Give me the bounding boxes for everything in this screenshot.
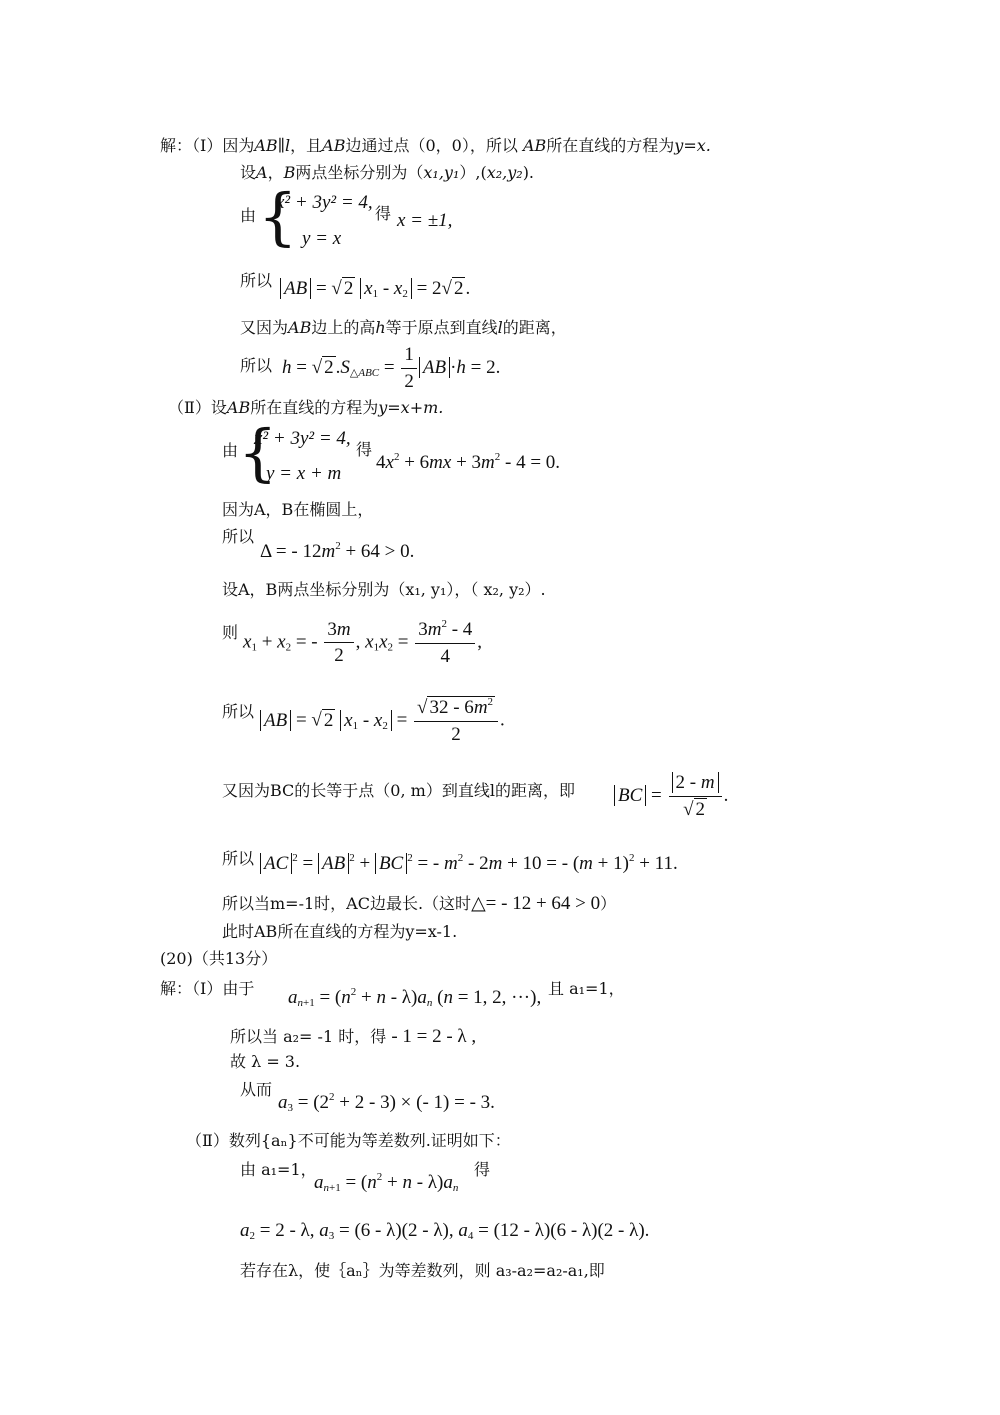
coords2: x₂,y₂ [486,163,523,182]
sys1-line2: y = x [302,228,342,249]
h-label: h [375,318,386,337]
ac-formula: AC $^2$ = AB $^2$ + BC $^2$ = - $m^2 - 2m + 10$ = - $(m + 1)^2 + 11$. [260,852,678,876]
max-line [222,893,616,916]
q20-line4a: 从而 [240,1080,273,1099]
part1-intro: 解：（Ⅰ）因为 [160,136,255,155]
sys1-line1: x² + 3y² = 4, [276,192,373,213]
q20-line2a: 所以当 a₂= -1 时，得 [230,1027,387,1046]
q20-p2-line1c: 得 [474,1160,491,1179]
coords-mid: ）,( [459,163,487,182]
coords1: x₁,y₁ [423,163,460,182]
q20-line2 [230,1026,476,1049]
comma: ， [267,163,284,182]
part2-coords: 设A，B两点坐标分别为（x₁, y₁），（ x₂, y₂）. [222,580,546,599]
q20-p2-line1a: 由 a₁=1， [240,1160,317,1179]
vieta: $x_1 + x_2$ = - $\frac{3m}{2}$ , $x_1x_2$ = $\frac{3m^2 - 4}{4}$ , [243,618,483,667]
q20-line3: 故 λ = 3. [230,1052,301,1071]
area-prefix: 所以 [240,356,273,375]
ab-label-2: AB [322,136,346,155]
q20-p1-and: 且 a₁=1， [548,979,625,998]
ab-label-5: AB [226,398,251,417]
ab-label-4: AB [288,318,312,337]
bc-text: 又因为BC的长等于点（0, m）到直线l的距离，即 [222,781,575,800]
brace-1: { [258,180,298,253]
q20-p2-line3: 若存在λ，使｛aₙ｝为等差数列，则 a₃-a₂=a₂-a₁,即 [240,1261,605,1280]
q20-p1-intro: 解：（Ⅰ）由于 [160,979,255,998]
ab-label-3: AB [522,136,547,155]
de-2: 得 [356,440,373,459]
q20-p2-title: （Ⅱ）数列{aₙ}不可能为等差数列.证明如下： [186,1131,511,1150]
max-text: 所以当m=-1时，AC边最长.（这时 [222,894,472,913]
part2-eq: y=x+m. [378,398,444,417]
ab-len-1: AB = √ 2 $x_1 - x_2 = 2√$ 2 . [280,278,470,301]
height-line [240,318,567,337]
l-label-2: l [497,318,503,337]
q20-p2-line2: $a_2 = 2 - \lambda$, $a_3 = (6 - \lambda)(2 - \lambda)$, $a_4 = (12 - \lambda)(6 - \lambda)(2 - \lambda)$. [240,1220,650,1242]
suoyi-1: 所以 [240,271,273,290]
coords-end: ). [522,163,535,182]
suoyi-3: 所以 [222,702,255,721]
you-2: 由 [222,441,239,460]
sys2-line2: y = x + m [266,463,342,484]
ze: 则 [222,623,239,642]
ab-len-2: AB = √ 2 $x_1 - x_2$ = $\frac{√ 32 - 6m^2}{2}$ . [260,696,505,747]
suoyi-2: 所以 [222,527,255,546]
point-a: A [256,163,268,182]
set-rest: 两点坐标分别为（ [295,163,424,182]
part2-title-text: （Ⅱ）设 [168,398,227,417]
height-text3: 等于原点到直线 [385,318,498,337]
q20-a3: $a_3 = (2^2 + 2 - 3)$ × (- 1) = - 3. [278,1091,495,1114]
eq-yx: y=x. [674,136,711,155]
ab-label: AB [254,136,278,155]
parallel-symbol: ∥ [277,136,286,155]
set-text: 设 [240,163,257,182]
point-b: B [283,163,296,182]
delta: Δ = - $12m^2 + 64 > 0$. [260,540,415,562]
height-text4: 的距离， [502,318,567,337]
part2-title [168,398,443,417]
q20-line2b: - 1 = 2 - λ , [391,1026,477,1047]
on-ellipse: 因为A，B在椭圆上， [222,500,374,519]
quad-eq: $4x^2 + 6mx + 3m^2 - 4 = 0$. [376,451,561,473]
q20-header: (20)（共13分） [160,949,278,968]
height-text2: 边上的高 [311,318,376,337]
you-1: 由 [240,206,257,225]
sol-1: x = ±1, [397,210,453,231]
bc-formula: BC = $\frac{2 - m}{√ 2}$ . [614,772,728,822]
area-formula: h = √ 2 $.S_{\triangle ABC}$ = $\frac{1}{2}$ AB ·h = 2. [282,344,501,392]
suoyi-4: 所以 [222,849,255,868]
part1-line1 [160,136,711,155]
part1-mid3: 所在直线的方程为 [546,136,675,155]
brace-2: { [238,416,278,489]
part2-title-rest: 所在直线的方程为 [250,398,379,417]
l-label: l [285,136,291,155]
final-line: 此时AB所在直线的方程为y=x-1. [222,922,458,941]
max-close: ） [600,894,617,913]
de-1: 得 [375,204,392,223]
q20-rec: $a_{n+1} = (n^2 + n - \lambda)a_n$ (n = 1, 2, ···), [288,986,542,1009]
part1-mid1: ，且 [290,136,323,155]
height-text: 又因为 [240,318,289,337]
q20-p2-rec: $a_{n+1} = (n^2 + n - \lambda)a_n$ [314,1171,459,1194]
max-delta: △= - 12 + 64 > 0 [471,893,601,914]
part1-mid2: 边通过点（0，0），所以 [345,136,518,155]
sys2-line1: x² + 3y² = 4, [254,428,351,449]
